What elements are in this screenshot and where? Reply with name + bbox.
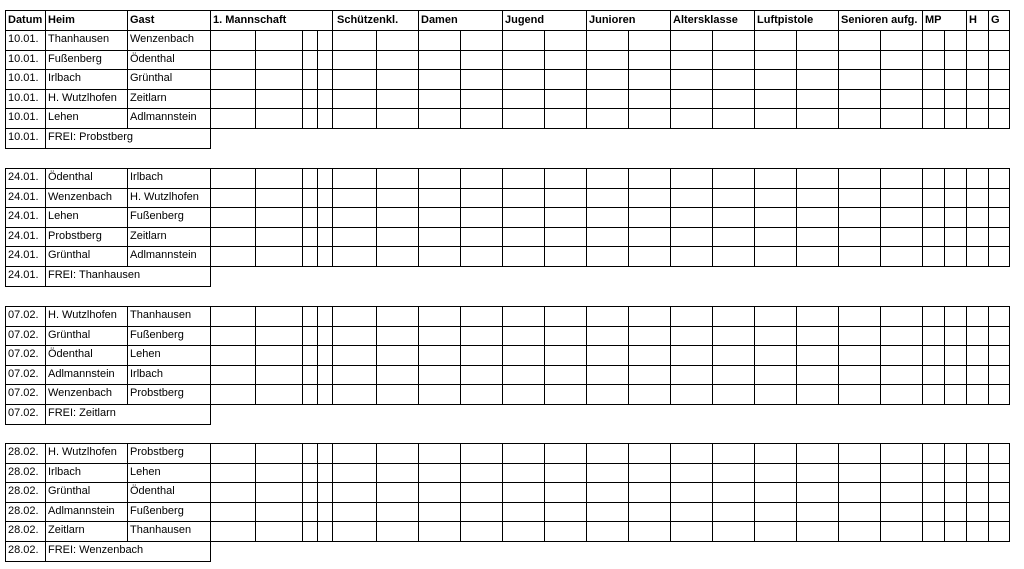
match-date: 28.02. — [8, 446, 39, 458]
column-divider — [670, 443, 671, 542]
column-divider — [302, 30, 303, 129]
match-heim: Wenzenbach — [48, 191, 113, 203]
column-divider — [302, 443, 303, 542]
match-gast: Fußenberg — [130, 505, 184, 517]
column-divider — [210, 30, 211, 129]
match-heim: Irlbach — [48, 466, 82, 478]
match-gast: Lehen — [130, 466, 161, 478]
match-date: 10.01. — [8, 33, 39, 45]
column-divider — [418, 443, 419, 542]
match-heim: Irlbach — [48, 72, 82, 84]
column-divider — [317, 306, 318, 405]
header-mp: MP — [925, 14, 942, 26]
column-divider — [502, 168, 503, 267]
column-divider — [838, 168, 839, 267]
column-divider — [255, 443, 256, 542]
column-divider — [586, 30, 587, 129]
header-divider — [1009, 10, 1010, 31]
match-heim: Grünthal — [48, 485, 91, 497]
column-divider — [988, 306, 989, 405]
frei-team: FREI: Zeitlarn — [48, 407, 116, 419]
column-divider — [796, 306, 797, 405]
match-heim: H. Wutzlhofen — [48, 92, 117, 104]
column-divider — [544, 168, 545, 267]
column-divider — [1009, 168, 1010, 267]
column-divider — [838, 30, 839, 129]
column-divider — [255, 306, 256, 405]
match-gast: Grünthal — [130, 72, 173, 84]
column-divider — [332, 30, 333, 129]
frei-row-border — [5, 148, 211, 149]
frei-date: 10.01. — [8, 131, 39, 143]
match-date: 28.02. — [8, 505, 39, 517]
match-gast: Irlbach — [130, 171, 164, 183]
column-divider — [922, 30, 923, 129]
column-divider — [317, 30, 318, 129]
match-heim: Lehen — [48, 210, 79, 222]
match-date: 28.02. — [8, 466, 39, 478]
column-divider — [922, 306, 923, 405]
column-divider — [460, 443, 461, 542]
column-divider — [712, 168, 713, 267]
column-divider — [586, 168, 587, 267]
frei-team: FREI: Probstberg — [48, 131, 133, 143]
match-heim: Adlmannstein — [48, 368, 115, 380]
frei-date: 24.01. — [8, 269, 39, 281]
match-date: 10.01. — [8, 92, 39, 104]
frei-date: 28.02. — [8, 544, 39, 556]
match-gast: Ödenthal — [130, 53, 175, 65]
column-divider — [880, 443, 881, 542]
column-divider — [944, 306, 945, 405]
column-divider — [944, 168, 945, 267]
header-category: Damen — [421, 14, 458, 26]
column-divider — [418, 168, 419, 267]
column-divider — [628, 30, 629, 129]
column-divider — [210, 168, 211, 267]
column-divider — [944, 30, 945, 129]
match-gast: Thanhausen — [130, 309, 192, 321]
frei-row-border — [5, 286, 211, 287]
match-date: 24.01. — [8, 230, 39, 242]
column-divider — [376, 443, 377, 542]
column-divider — [670, 168, 671, 267]
column-divider — [376, 306, 377, 405]
match-date: 24.01. — [8, 171, 39, 183]
column-divider — [1009, 306, 1010, 405]
header-gast: Gast — [130, 14, 155, 26]
column-divider — [988, 168, 989, 267]
match-date: 24.01. — [8, 191, 39, 203]
match-gast: Fußenberg — [130, 210, 184, 222]
header-category: Senioren aufg. — [841, 14, 918, 26]
column-divider — [210, 443, 211, 542]
column-divider — [754, 306, 755, 405]
column-divider — [302, 306, 303, 405]
column-divider — [418, 306, 419, 405]
match-heim: Wenzenbach — [48, 387, 113, 399]
column-divider — [332, 168, 333, 267]
column-divider — [586, 306, 587, 405]
column-divider — [586, 443, 587, 542]
match-gast: Lehen — [130, 348, 161, 360]
column-divider — [966, 443, 967, 542]
match-date: 07.02. — [8, 348, 39, 360]
match-gast: Wenzenbach — [130, 33, 195, 45]
column-divider — [880, 30, 881, 129]
match-gast: Ödenthal — [130, 485, 175, 497]
match-gast: Probstberg — [130, 387, 184, 399]
match-gast: Fußenberg — [130, 329, 184, 341]
column-divider — [544, 443, 545, 542]
match-gast: Probstberg — [130, 446, 184, 458]
column-divider — [944, 443, 945, 542]
header-category: Junioren — [589, 14, 636, 26]
column-divider — [502, 306, 503, 405]
column-divider — [628, 168, 629, 267]
column-divider — [1009, 443, 1010, 542]
column-divider — [712, 306, 713, 405]
column-divider — [712, 30, 713, 129]
column-divider — [796, 443, 797, 542]
column-divider — [628, 306, 629, 405]
header-category: Luftpistole — [757, 14, 814, 26]
frei-row-border — [5, 561, 211, 562]
frei-divider — [210, 128, 211, 149]
match-gast: Adlmannstein — [130, 111, 197, 123]
column-divider — [966, 30, 967, 129]
header-category: Altersklasse — [673, 14, 738, 26]
column-divider — [712, 443, 713, 542]
match-gast: Thanhausen — [130, 524, 192, 536]
match-date: 07.02. — [8, 387, 39, 399]
column-divider — [255, 168, 256, 267]
column-divider — [754, 443, 755, 542]
column-divider — [317, 168, 318, 267]
frei-team: FREI: Thanhausen — [48, 269, 141, 281]
column-divider — [502, 30, 503, 129]
match-heim: Probstberg — [48, 230, 102, 242]
column-divider — [922, 168, 923, 267]
column-divider — [670, 306, 671, 405]
match-gast: Zeitlarn — [130, 92, 167, 104]
column-divider — [880, 306, 881, 405]
match-heim: H. Wutzlhofen — [48, 446, 117, 458]
match-date: 10.01. — [8, 53, 39, 65]
match-heim: Lehen — [48, 111, 79, 123]
header-category: Jugend — [505, 14, 545, 26]
column-divider — [880, 168, 881, 267]
match-gast: H. Wutzlhofen — [130, 191, 199, 203]
frei-team: FREI: Wenzenbach — [48, 544, 144, 556]
match-heim: Ödenthal — [48, 348, 93, 360]
match-heim: Grünthal — [48, 329, 91, 341]
header-h: H — [969, 14, 977, 26]
column-divider — [1009, 30, 1010, 129]
column-divider — [544, 306, 545, 405]
column-divider — [376, 30, 377, 129]
frei-date: 07.02. — [8, 407, 39, 419]
column-divider — [838, 306, 839, 405]
match-date: 07.02. — [8, 329, 39, 341]
match-heim: Grünthal — [48, 249, 91, 261]
frei-divider — [210, 541, 211, 562]
column-divider — [754, 30, 755, 129]
header-category: Schützenkl. — [337, 14, 399, 26]
frei-row-border — [5, 424, 211, 425]
match-date: 07.02. — [8, 368, 39, 380]
match-gast: Adlmannstein — [130, 249, 197, 261]
header-datum: Datum — [8, 14, 43, 26]
column-divider — [628, 443, 629, 542]
column-divider — [796, 168, 797, 267]
match-gast: Zeitlarn — [130, 230, 167, 242]
column-divider — [460, 306, 461, 405]
match-heim: Fußenberg — [48, 53, 102, 65]
match-heim: Zeitlarn — [48, 524, 85, 536]
column-divider — [838, 443, 839, 542]
column-divider — [966, 168, 967, 267]
match-heim: Adlmannstein — [48, 505, 115, 517]
column-divider — [332, 306, 333, 405]
column-divider — [210, 306, 211, 405]
column-divider — [544, 30, 545, 129]
column-divider — [317, 443, 318, 542]
column-divider — [255, 30, 256, 129]
column-divider — [988, 30, 989, 129]
column-divider — [302, 168, 303, 267]
column-divider — [502, 443, 503, 542]
frei-divider — [210, 404, 211, 425]
match-heim: Ödenthal — [48, 171, 93, 183]
column-divider — [670, 30, 671, 129]
column-divider — [376, 168, 377, 267]
match-heim: Thanhausen — [48, 33, 110, 45]
match-date: 28.02. — [8, 524, 39, 536]
frei-divider — [210, 266, 211, 287]
column-divider — [966, 306, 967, 405]
match-date: 24.01. — [8, 210, 39, 222]
match-gast: Irlbach — [130, 368, 164, 380]
column-divider — [418, 30, 419, 129]
column-divider — [332, 443, 333, 542]
column-divider — [754, 168, 755, 267]
match-date: 24.01. — [8, 249, 39, 261]
match-date: 07.02. — [8, 309, 39, 321]
header-heim: Heim — [48, 14, 75, 26]
column-divider — [460, 30, 461, 129]
column-divider — [796, 30, 797, 129]
header-g: G — [991, 14, 1000, 26]
column-divider — [988, 443, 989, 542]
header-category: 1. Mannschaft — [213, 14, 287, 26]
column-divider — [922, 443, 923, 542]
match-date: 10.01. — [8, 111, 39, 123]
match-heim: H. Wutzlhofen — [48, 309, 117, 321]
match-date: 10.01. — [8, 72, 39, 84]
column-divider — [460, 168, 461, 267]
match-date: 28.02. — [8, 485, 39, 497]
